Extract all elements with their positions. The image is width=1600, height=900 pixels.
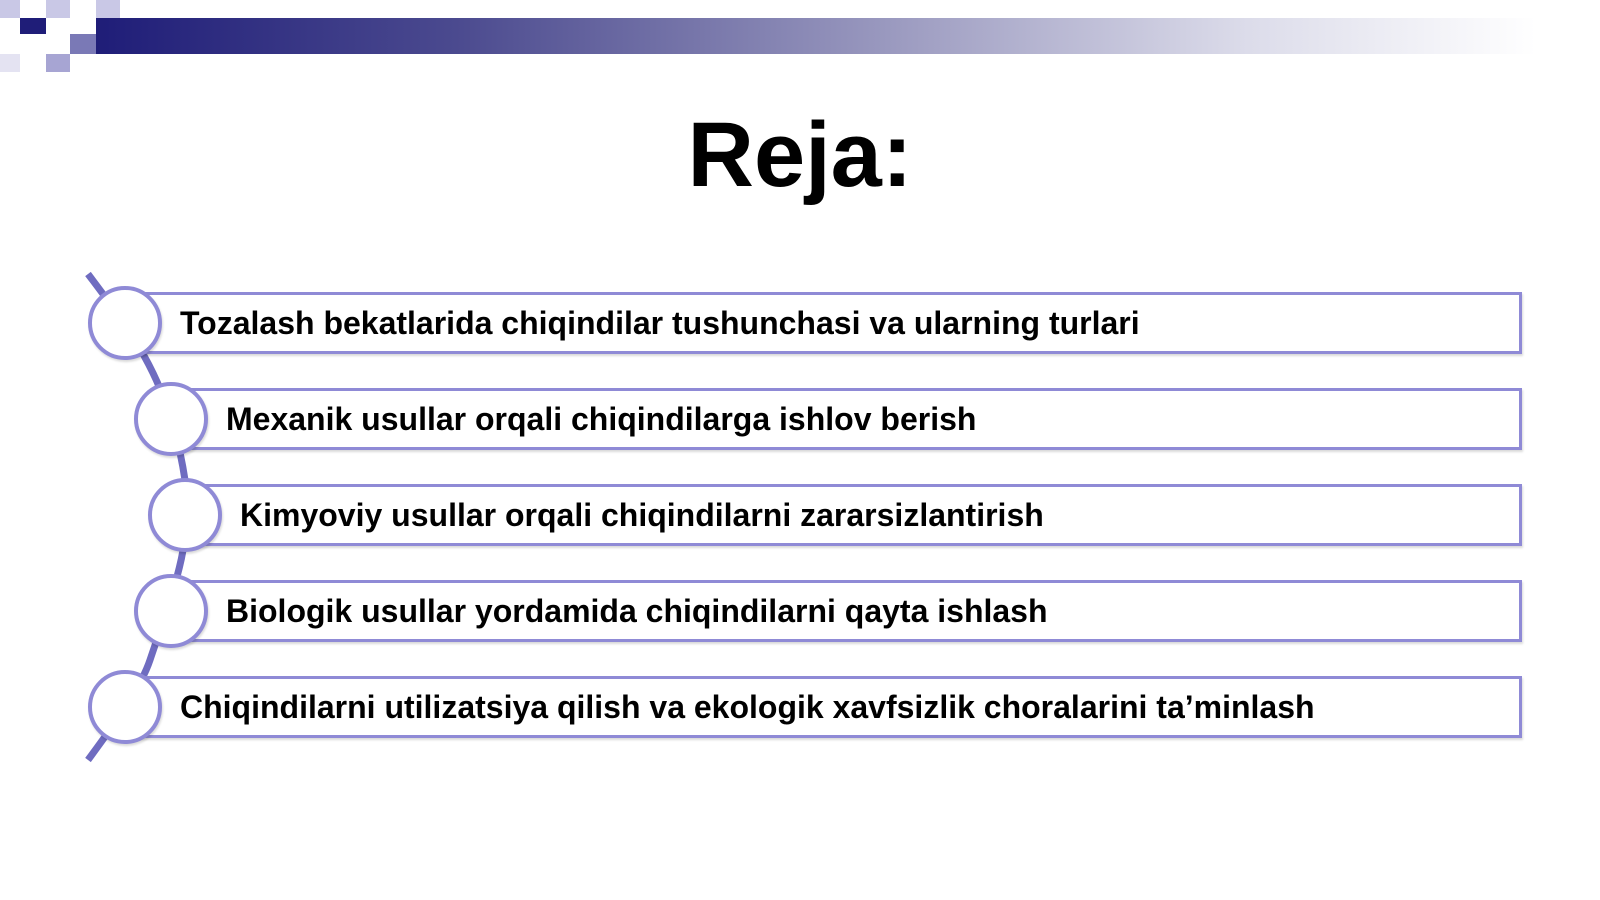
plan-item-circle <box>134 382 208 456</box>
slide-title: Reja: <box>687 104 913 206</box>
plan-item-label: Mexanik usullar orqali chiqindilarga ishlov berish <box>226 401 977 437</box>
plan-item-circle <box>148 478 222 552</box>
plan-item-circle <box>88 670 162 744</box>
plan-item-circle <box>134 574 208 648</box>
plan-item-label: Kimyoviy usullar orqali chiqindilarni zararsizlantirish <box>240 497 1044 533</box>
plan-item-label: Tozalash bekatlarida chiqindilar tushunchasi va ularning turlari <box>180 305 1140 341</box>
plan-item-label: Chiqindilarni utilizatsiya qilish va ekologik xavfsizlik choralarini ta’minlash <box>180 689 1315 725</box>
plan-item-label: Biologik usullar yordamida chiqindilarni qayta ishlash <box>226 593 1048 629</box>
plan-item-circle <box>88 286 162 360</box>
